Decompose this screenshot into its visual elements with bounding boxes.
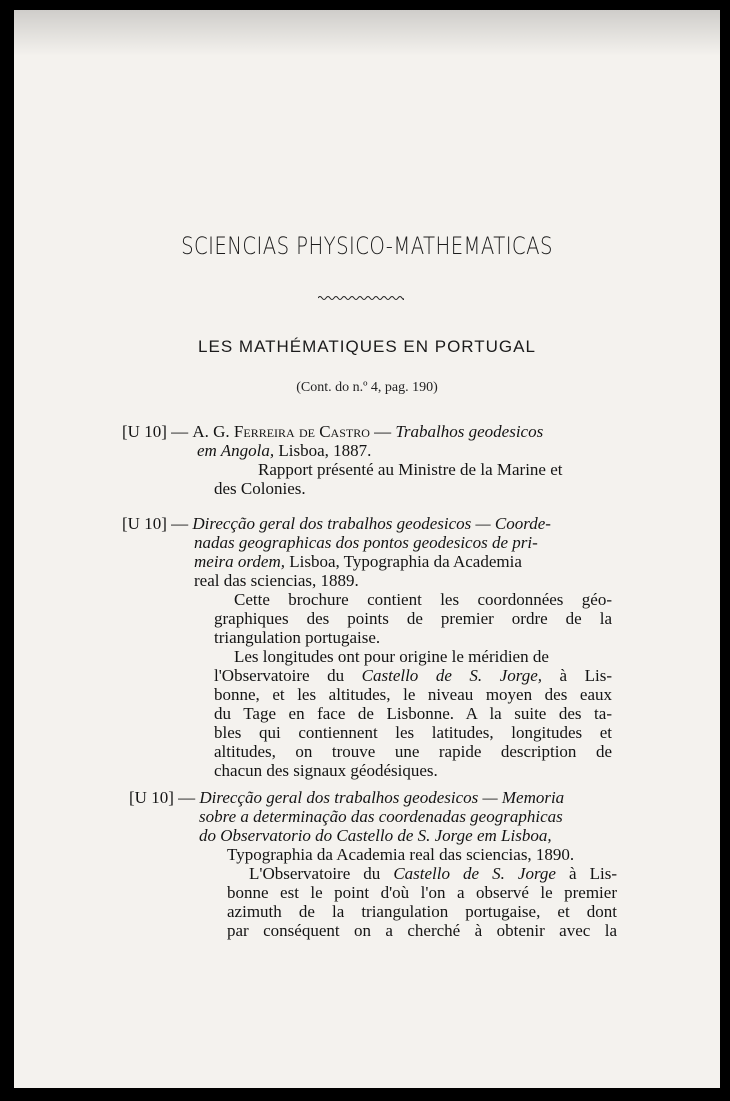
document-page — [14, 10, 720, 1088]
summary-line: L'Observatoire du Castello de S. Jorge à Lis- — [249, 864, 617, 883]
summary-line: chacun des signaux géodésiques. — [214, 761, 438, 780]
entry-imprint: real das sciencias, 1889. — [194, 571, 359, 590]
summary-line: bles qui contiennent les latitudes, longitudes et — [214, 723, 612, 742]
summary-line: altitudes, on trouve une rapide description de — [214, 742, 612, 761]
entry-summary-line: des Colonies. — [214, 479, 306, 498]
entry-heading-line: [U 10] — A. G. Ferreira de Castro — Trabalhos geodesicos — [122, 422, 544, 441]
entry-title: Direcção geral dos trabalhos geodesicos — Memoria — [199, 788, 565, 807]
summary-line: azimuth de la triangulation portugaise, et dont — [227, 902, 617, 921]
entry-title-line: sobre a determinação das coordenadas geographicas — [199, 807, 563, 826]
bibliography-entry-1 — [122, 422, 612, 498]
entry-summary-line: Rapport présenté au Ministre de la Marine et — [258, 460, 563, 479]
entry-imprint: Lisboa, 1887. — [274, 441, 372, 460]
wavy-rule-ornament — [318, 295, 404, 301]
continuation-note: (Cont. do n.º 4, pag. 190) — [296, 380, 438, 395]
entry-code: [U 10] — [122, 514, 167, 533]
summary-line: l'Observatoire du Castello de S. Jorge, à Lis- — [214, 666, 612, 685]
summary-line: Cette brochure contient les coordonnées géo- — [234, 590, 612, 609]
entry-heading-line: [U 10] — Direcção geral dos trabalhos geodesicos — Memoria — [129, 788, 565, 807]
summary-line: bonne est le point d'où l'on a observé le premier — [227, 883, 617, 902]
summary-line: par conséquent on a cherché à obtenir avec la — [227, 921, 617, 940]
summary-line: du Tage en face de Lisbonne. A la suite des ta- — [214, 704, 612, 723]
entry-summary — [122, 590, 612, 780]
entry-title-line: nadas geographicas dos pontos geodesicos de pri- — [194, 533, 538, 552]
entry-title-line: em Angola, Lisboa, 1887. — [197, 441, 372, 460]
entry-title: Direcção geral dos trabalhos geodesicos — Coorde- — [192, 514, 551, 533]
entry-title-line: meira ordem, Lisboa, Typographia da Academia — [194, 552, 522, 571]
article-title: LES MATHÉMATIQUES EN PORTUGAL — [198, 337, 536, 356]
section-title: SCIENCIAS PHYSICO-MATHEMATICAS — [181, 232, 553, 260]
entry-title-line: do Observatorio do Castello de S. Jorge em Lisboa, — [199, 826, 552, 845]
entry-title: Trabalhos geodesicos — [395, 422, 544, 441]
entry-code: [U 10] — [129, 788, 174, 807]
entry-heading-line: [U 10] — Direcção geral dos trabalhos geodesicos — Coorde- — [122, 514, 551, 533]
summary-line: triangulation portugaise. — [214, 628, 381, 647]
summary-line: bonne, et les altitudes, le niveau moyen des eaux — [214, 685, 612, 704]
entry-code: [U 10] — [122, 422, 167, 441]
bibliography-entry-3 — [129, 788, 617, 940]
bibliography-entry-2 — [122, 514, 612, 780]
entry-summary — [129, 845, 617, 940]
entry-imprint: Typographia da Academia real das sciencias, 1890. — [227, 845, 575, 864]
entry-author: A. G. Ferreira de Castro — [192, 422, 370, 441]
summary-line: Les longitudes ont pour origine le méridien de — [234, 647, 549, 666]
summary-line: graphiques des points de premier ordre de la — [214, 609, 612, 628]
